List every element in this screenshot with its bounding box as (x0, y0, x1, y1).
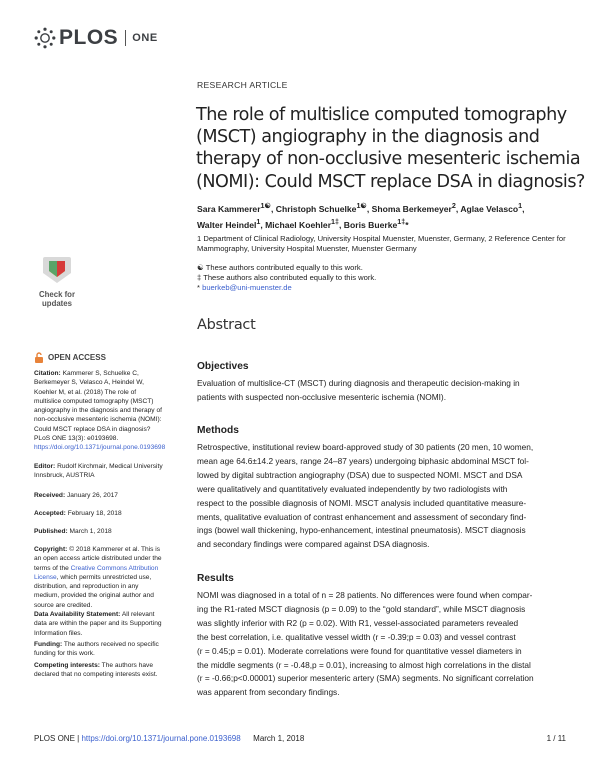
check-for-updates-line1: Check for (39, 290, 75, 299)
equal-contribution-note-2: ‡ These authors also contributed equally to this work. (197, 273, 377, 283)
author[interactable]: Michael Koehler$^{1\ddagger}$ (265, 217, 340, 230)
corresponding-email-link[interactable]: buerkeb@uni-muenster.de (202, 283, 292, 293)
affiliations: 1 Department of Clinical Radiology, University Hospital Muenster, Muenster, Germany, 2 Reference Center for Mammography, University Hospital Muenster, Muenster Germany (197, 234, 566, 254)
accepted-block (34, 509, 164, 518)
logo-journal-text: ONE (132, 32, 158, 44)
data-availability-label: Data Availability Statement: (34, 611, 121, 618)
author[interactable]: Shoma Berkemeyer$^2$ (371, 202, 456, 214)
objectives-heading: Objectives (197, 361, 249, 372)
accepted-date: February 18, 2018 (67, 510, 122, 517)
check-for-updates-line2: updates (42, 298, 72, 308)
funding-text: The authors received no specific funding for this work. (34, 641, 159, 658)
footer-doi-link[interactable]: https://doi.org/10.1371/journal.pone.0193698 (81, 734, 241, 743)
data-availability-text: All relevant data are within the paper and its Supporting Information files. (34, 611, 162, 637)
citation-block (34, 369, 164, 453)
copyright-text-post: , which permits unrestricted use, distribution, and reproduction in any medium, provided the original author and source are credited. (34, 573, 154, 609)
author[interactable]: Christoph Schuelke$^{1☯}$ (275, 202, 367, 214)
editor-block (34, 462, 164, 481)
author[interactable]: Walter Heindel$^1$ (197, 217, 261, 230)
crossmark-icon (37, 255, 77, 285)
author-notes (197, 263, 589, 294)
check-for-updates-badge[interactable] (34, 255, 80, 309)
funding-block (34, 640, 164, 659)
abstract-heading: Abstract (197, 317, 256, 333)
page-number: 1 / 11 (546, 734, 566, 743)
editor-label: Editor: (34, 463, 56, 470)
citation-text: Kammerer S, Schuelke C, Berkemeyer S, Velasco A, Heindel W, Koehler M, et al. (2018) The role of multislice computed tomography (MSCT) angiography in the diagnosis and therapy of non-occlusive mesenteric ischemia (NOMI): Could MSCT replace DSA in diagnosis? PLoS ONE 13(3): e0193698. (34, 370, 162, 443)
citation-doi-link[interactable]: https://doi.org/10.1371/journal.pone.0193698 (34, 444, 166, 452)
methods-text: Retrospective, institutional review board-approved study of 30 patients (20 men, 10 women, mean age 64.6±14.2 years, range 24–87 years) undergoing biphasic abdominal MSCT fol- lowed by digital subtraction angiography (DSA) due to suspected NOMI. MSCT and DSA were qualitatively and quantitatively evaluated independently by two radiologists with respect to the possible diagnosis of NOMI. MSCT analysis included quantitative measure- ments, qualitative evaluation of contrast enhancement and assessment of secondary find- ings (bowel wall thickening, hypo-enhancement, intestinal pneumatosis). MSCT diagnosis and secondary findings were compared against DSA diagnosis. (197, 442, 534, 550)
footer-separator: | (74, 734, 82, 743)
data-availability-block (34, 610, 164, 638)
published-block (34, 527, 164, 536)
published-label: Published: (34, 528, 68, 535)
corresponding-mark: * (197, 283, 200, 293)
editor-text: Rudolf Kirchmair, Medical University Innsbruck, AUSTRIA (34, 463, 163, 480)
footer-journal: PLOS ONE (34, 734, 75, 743)
plos-logo-icon (34, 27, 56, 49)
open-access-label: OPEN ACCESS (34, 352, 106, 363)
citation-label: Citation: (34, 370, 61, 377)
equal-contribution-note: ☯ These authors contributed equally to this work. (197, 263, 363, 272)
author-list: Sara Kammerer$^{1☯}$, Christoph Schuelke$^{1☯}$, Shoma Berkemeyer$^2$, Aglae Velasco$^1$, Walter Heindel$^1$, Michael Koehler$^{1\ddagger}$, Boris Buerke$^{1\ddagger}$* (197, 202, 525, 230)
competing-interests-text: The authors have declared that no competing interests exist. (34, 662, 158, 679)
logo-divider (125, 30, 126, 46)
corresponding-email-line (197, 283, 589, 293)
footer-date: March 1, 2018 (253, 734, 305, 743)
plos-one-logo[interactable] (34, 26, 158, 50)
logo-plos-text: PLOS (59, 26, 119, 49)
competing-interests-block (34, 661, 164, 680)
article-title: The role of multislice computed tomography (MSCT) angiography in the diagnosis and therapy of non-occlusive mesenteric ischemia (NOMI): Could MSCT replace DSA in diagnosis? (196, 105, 585, 192)
open-lock-icon (34, 352, 44, 363)
accepted-label: Accepted: (34, 510, 66, 517)
published-date: March 1, 2018 (69, 528, 112, 535)
results-text: NOMI was diagnosed in a total of n = 28 patients. No differences were found when compar- ing the R1-rated MSCT diagnosis (p = 0.09) to the “gold standard”, while MSCT diagnosis was slightly inferior with R2 (p = 0.02). With R1, vessel-associated parameters revealed the best correlation, i.e. qualitative vessel width (r = -0.39;p = 0.03) and vessel contrast (r = 0.45;p = 0.01). Moderate correlations were found for quantitative vessel diameters in the middle segments (r = -0.48,p = 0.01), increasing to almost high correlations in the distal (r = -0.66;p<0.00001) superior mesenteric artery (SMA) segments. No significant correlation was apparent from secondary findings. (197, 590, 534, 698)
objectives-text: Evaluation of multislice-CT (MSCT) during diagnosis and therapeutic decision-making in patients with suspected non-occlusive mesenteric ischemia (NOMI). (197, 378, 520, 402)
received-label: Received: (34, 492, 66, 499)
received-date: January 26, 2017 (67, 492, 118, 499)
page-footer (34, 734, 566, 743)
article-type: RESEARCH ARTICLE (197, 80, 288, 90)
competing-interests-label: Competing interests: (34, 662, 100, 669)
license-link[interactable]: Creative Commons Attribution License (34, 564, 159, 581)
funding-label: Funding: (34, 641, 63, 648)
methods-heading: Methods (197, 425, 239, 436)
results-heading: Results (197, 573, 234, 584)
author[interactable]: Aglae Velasco$^1$ (460, 202, 523, 214)
author[interactable]: Boris Buerke$^{1\ddagger}$ (343, 217, 406, 230)
copyright-block (34, 545, 164, 610)
author[interactable]: Sara Kammerer$^{1☯}$ (197, 202, 271, 214)
copyright-text-pre: © 2018 Kammerer et al. This is an open access article distributed under the terms of the (34, 546, 162, 572)
copyright-label: Copyright: (34, 546, 68, 553)
received-block (34, 491, 164, 500)
